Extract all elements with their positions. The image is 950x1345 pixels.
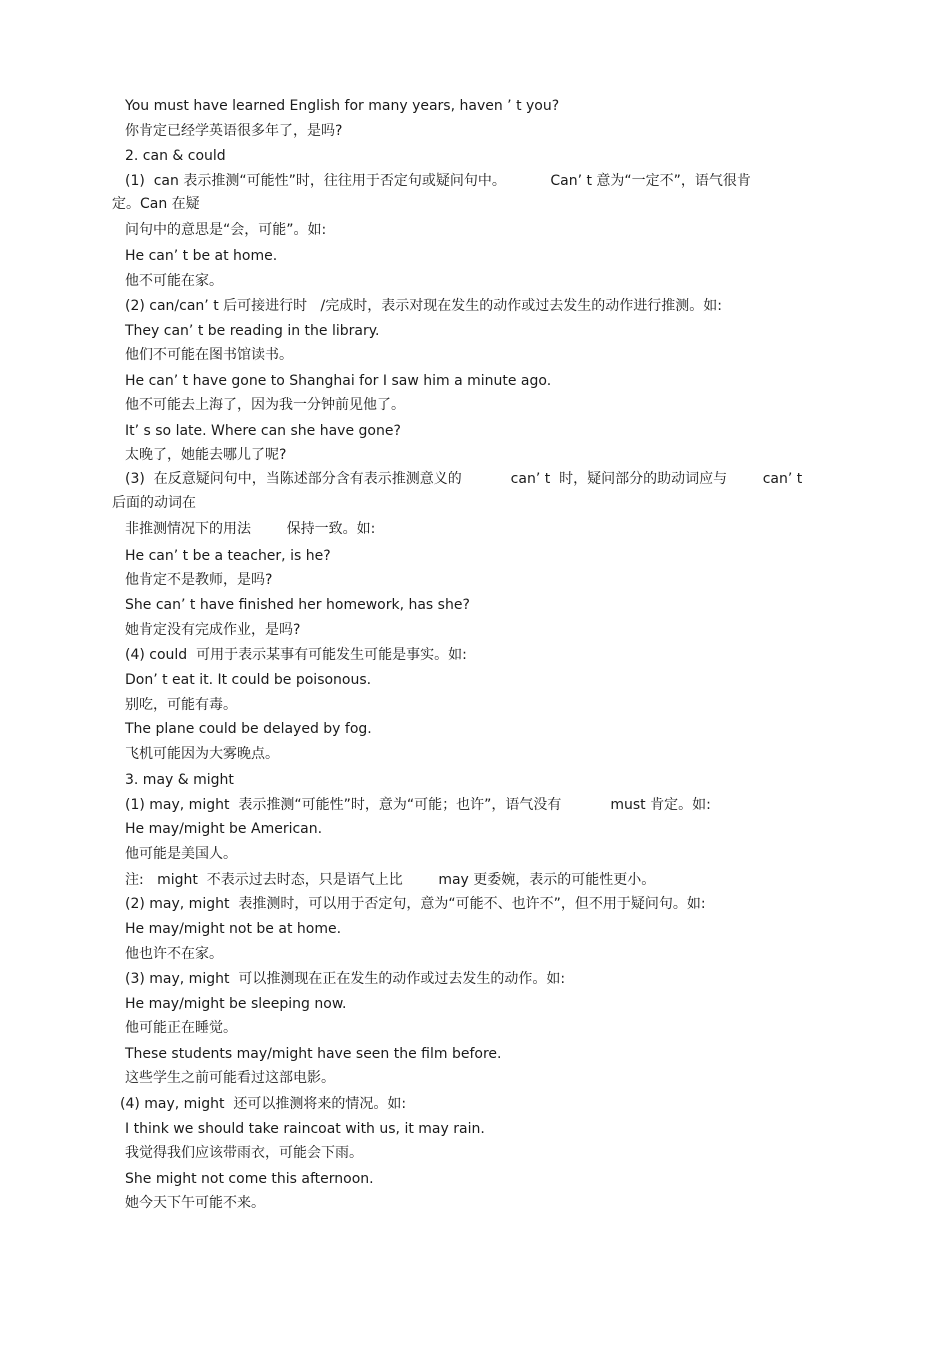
example-sentence: He may/might be sleeping now. bbox=[125, 996, 347, 1012]
translation-line: 他可能是美国人。 bbox=[125, 846, 237, 862]
example-sentence: He can’ t be at home. bbox=[125, 248, 278, 264]
example-sentence: Don’ t eat it. It could be poisonous. bbox=[125, 672, 372, 688]
section-heading: 3. may & might bbox=[125, 772, 234, 788]
translation-line: 这些学生之前可能看过这部电影。 bbox=[125, 1070, 335, 1086]
text-line: (1) can 表示推测“可能性”时，往往用于否定句或疑问句中。 Can’ t 意为“一定不”，语气很肯 bbox=[125, 173, 751, 189]
example-sentence: These students may/might have seen the film before. bbox=[125, 1046, 502, 1062]
translation-line: 他们不可能在图书馆读书。 bbox=[125, 347, 293, 363]
text-line: 你肯定已经学英语很多年了，是吗? bbox=[125, 123, 343, 139]
translation-line: 别吃，可能有毒。 bbox=[125, 697, 237, 713]
translation-line: 她今天下午可能不来。 bbox=[125, 1195, 265, 1211]
text-line: (4) could 可用于表示某事有可能发生可能是事实。如: bbox=[125, 647, 467, 663]
translation-line: 她肯定没有完成作业，是吗? bbox=[125, 622, 301, 638]
translation-line: 他可能正在睡觉。 bbox=[125, 1020, 237, 1036]
text-line: 问句中的意思是“会，可能”。如: bbox=[125, 222, 327, 238]
text-line: 后面的动词在 bbox=[112, 495, 196, 511]
text-line: (1) may, might 表示推测“可能性”时，意为“可能；也许”，语气没有 must 肯定。如: bbox=[125, 797, 711, 813]
translation-line: 太晚了，她能去哪儿了呢? bbox=[125, 447, 287, 463]
text-line: (4) may, might 还可以推测将来的情况。如: bbox=[120, 1096, 407, 1112]
example-sentence: They can’ t be reading in the library. bbox=[125, 323, 380, 339]
text-line: (2) can/can’ t 后可接进行时 /完成时，表示对现在发生的动作或过去发生的动作进行推测。如: bbox=[125, 298, 722, 314]
translation-line: 飞机可能因为大雾晚点。 bbox=[125, 746, 279, 762]
example-sentence: The plane could be delayed by fog. bbox=[125, 721, 372, 737]
translation-line: 他不可能去上海了，因为我一分钟前见他了。 bbox=[125, 397, 405, 413]
example-sentence: She might not come this afternoon. bbox=[125, 1171, 374, 1187]
example-sentence: He may/might not be at home. bbox=[125, 921, 342, 937]
translation-line: 他也许不在家。 bbox=[125, 946, 223, 962]
text-line: (3) may, might 可以推测现在正在发生的动作或过去发生的动作。如: bbox=[125, 971, 566, 987]
example-sentence: I think we should take raincoat with us, it may rain. bbox=[125, 1121, 485, 1137]
text-line: You must have learned English for many years, haven ’ t you? bbox=[125, 98, 560, 114]
translation-line: 我觉得我们应该带雨衣，可能会下雨。 bbox=[125, 1145, 363, 1161]
text-line: (3) 在反意疑问句中，当陈述部分含有表示推测意义的 can’ t 时，疑问部分的助动词应与 can’ t bbox=[125, 471, 803, 487]
example-sentence: She can’ t have finished her homework, has she? bbox=[125, 597, 470, 613]
translation-line: 他不可能在家。 bbox=[125, 273, 223, 289]
text-line: 非推测情况下的用法 保持一致。如: bbox=[125, 521, 376, 537]
text-line: 定。Can 在疑 bbox=[112, 196, 200, 212]
example-sentence: He can’ t have gone to Shanghai for I saw him a minute ago. bbox=[125, 373, 552, 389]
section-heading: 2. can & could bbox=[125, 148, 226, 164]
example-sentence: He may/might be American. bbox=[125, 821, 323, 837]
translation-line: 他肯定不是教师，是吗? bbox=[125, 572, 273, 588]
note-line: 注: might 不表示过去时态，只是语气上比 may 更委婉，表示的可能性更小。 bbox=[125, 872, 656, 888]
text-line: (2) may, might 表推测时，可以用于否定句，意为“可能不、也许不”，但不用于疑问句。如: bbox=[125, 896, 706, 912]
example-sentence: It’ s so late. Where can she have gone? bbox=[125, 423, 401, 439]
example-sentence: He can’ t be a teacher, is he? bbox=[125, 548, 331, 564]
